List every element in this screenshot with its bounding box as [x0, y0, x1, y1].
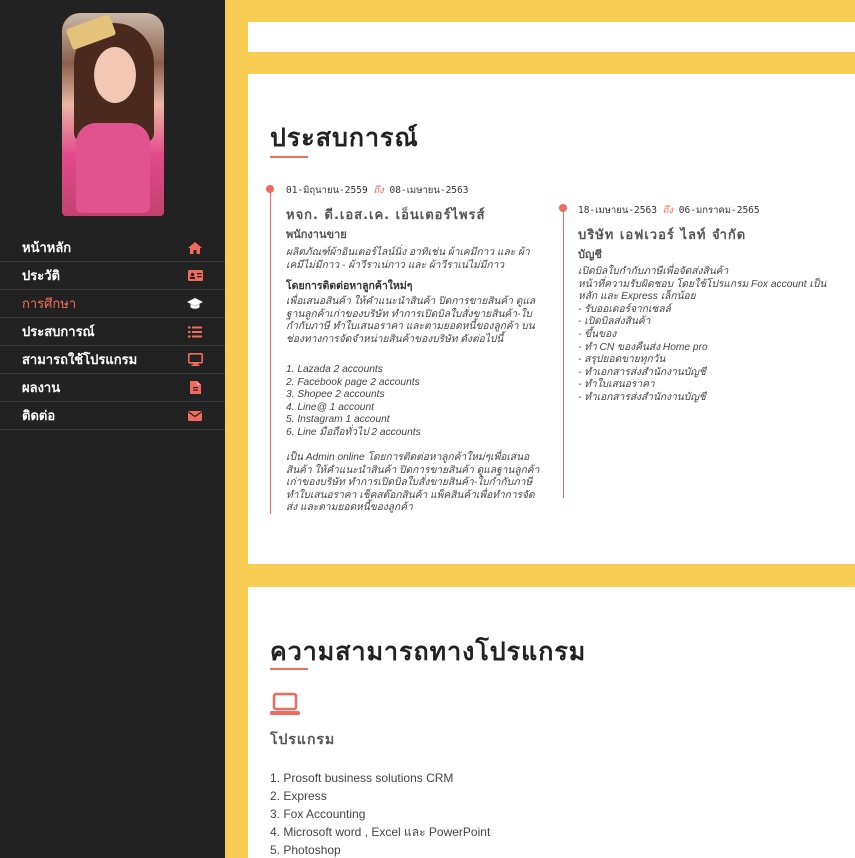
job-role: พนักงานขาย [286, 228, 347, 241]
sidebar-item-label: ผลงาน [22, 380, 61, 395]
programs-section [248, 587, 855, 858]
sidebar-item-graduation-cap[interactable] [0, 290, 225, 318]
list-item: 4. Microsoft word , Excel และ PowerPoint [270, 825, 491, 839]
job-company: บริษัท เอฟเวอร์ ไลท์ จำกัด [578, 228, 747, 243]
sidebar-nav [0, 234, 225, 430]
sidebar-item-envelope[interactable] [0, 402, 225, 430]
sidebar-item-label: ประวัติ [22, 268, 60, 283]
timeline-line [270, 188, 271, 514]
job-date: 18-เมษายน-2563 ถึง 06-มกราคม-2565 [578, 205, 760, 216]
list-item: 6. Line มือถือทั่วไป 2 accounts [286, 426, 421, 438]
sidebar-item-desktop[interactable] [0, 346, 225, 374]
sidebar-item-label: สามารถใช้โปรแกรม [22, 352, 138, 367]
sidebar-item-home[interactable] [0, 234, 225, 262]
programs-list [270, 769, 490, 858]
laptop-icon [270, 692, 300, 716]
sidebar [0, 0, 225, 858]
job-admin-description: เป็น Admin online โดยการติดต่อหาลูกค้าใหม่ๆเพื่อเสนอ สินค้า ให้คำแนะนำสินค้า ปิดการขายสินค้า ดูแลฐานลูกค้า เก่าของบริษัท ทำการเปิดบิลใบสั่งขายสินค้า-ใบกำกับภาษี ทำใบเสนอราคา เช็คสต๊อกสินค้า แพ็คสินค้าเพื่อทำการจัด ส่ง และตามยอดหนี้ของลูกค้า [286, 452, 540, 514]
list-item: 4. Line@ 1 account [286, 401, 374, 413]
profile-photo [62, 13, 164, 216]
list-item: 3. Shopee 2 accounts [286, 389, 385, 401]
list-item: 1. Prosoft business solutions CRM [270, 771, 454, 785]
file-icon [187, 381, 203, 395]
title-underline [270, 156, 308, 158]
job-description: เปิดบิลใบกำกับภาษีเพื่อจัดส่งสินค้า หน้าที่ความรับผิดชอบ โดยใช้โปรแกรม Fox account เป็น หลัก และ Express เล็กน้อย - รับออเดอร์จากเซลล์ - เปิดบิลส่งสินค้า - ขึ้นของ - ทำ CN ของคืนส่ง Home pro - สรุปยอดขายทุกวัน - ทำเอกสารส่งสำนักงานบัญชี - ทำใบเสนอราคา - ทำเอกสารส่งสำนักงานบัญชี [578, 266, 827, 403]
list-item: 5. Photoshop [270, 843, 341, 857]
programs-subtitle: โปรแกรม [270, 732, 336, 748]
job-date: 01-มิถุนายน-2559 ถึง 08-เมษายน-2563 [286, 185, 469, 196]
list-item: 2. Express [270, 789, 327, 803]
list-item: 5. Instagram 1 account [286, 414, 390, 426]
experience-title: ประสบการณ์ [270, 123, 419, 152]
sidebar-item-label: หน้าหลัก [22, 240, 72, 255]
sidebar-item-list[interactable] [0, 318, 225, 346]
job-company: หจก. ดี.เอส.เค. เอ็นเตอร์ไพรส์ [286, 208, 486, 223]
job-description: เพื่อเสนอสินค้า ให้คำแนะนำสินค้า ปิดการขายสินค้า ดูแล ฐานลูกค้าเก่าของบริษัท ทำการเปิดบิลใบสั่งขายสินค้า-ใบ กำกับภาษี ทำใบเสนอราคา และตามยอดหนี้ของลูกค้า บน ช่องทางการจัดจำหน่ายสินค้าของบริษัท ดังต่อไปนี้ [286, 296, 536, 345]
job-subheading: โดยการติดต่อหาลูกค้าใหม่ๆ [286, 280, 413, 292]
home-icon [187, 241, 203, 255]
envelope-icon [187, 409, 203, 423]
sidebar-item-file[interactable] [0, 374, 225, 402]
experience-section [248, 74, 855, 564]
timeline-dot [559, 204, 567, 212]
channel-list [286, 364, 421, 440]
job-role: บัญชี [578, 248, 602, 261]
graduation-cap-icon [187, 297, 203, 311]
sidebar-item-label: ประสบการณ์ [22, 324, 95, 339]
list-item: 2. Facebook page 2 accounts [286, 376, 420, 388]
job-products: ผลิตภัณฑ์ผ้าอินเตอร์ไลน์นิ่ง อาทิเช่น ผ้าเคมีกาว และ ผ้า เคมีไม่มีกาว - ผ้าวีราเน่กาว และ ผ้าวีราเน่ไม่มีกาว [286, 247, 530, 271]
programs-title: ความสามารถทางโปรแกรม [270, 637, 587, 666]
top-card [248, 22, 855, 52]
list-icon [187, 325, 203, 339]
timeline-line [563, 206, 564, 498]
sidebar-item-label: การศึกษา [22, 296, 77, 311]
list-item: 3. Fox Accounting [270, 807, 366, 821]
title-underline [270, 668, 308, 670]
id-card-icon [187, 269, 203, 283]
desktop-icon [187, 353, 203, 367]
timeline-dot [266, 185, 274, 193]
sidebar-item-id-card[interactable] [0, 262, 225, 290]
list-item: 1. Lazada 2 accounts [286, 364, 383, 375]
sidebar-item-label: ติดต่อ [22, 408, 56, 423]
